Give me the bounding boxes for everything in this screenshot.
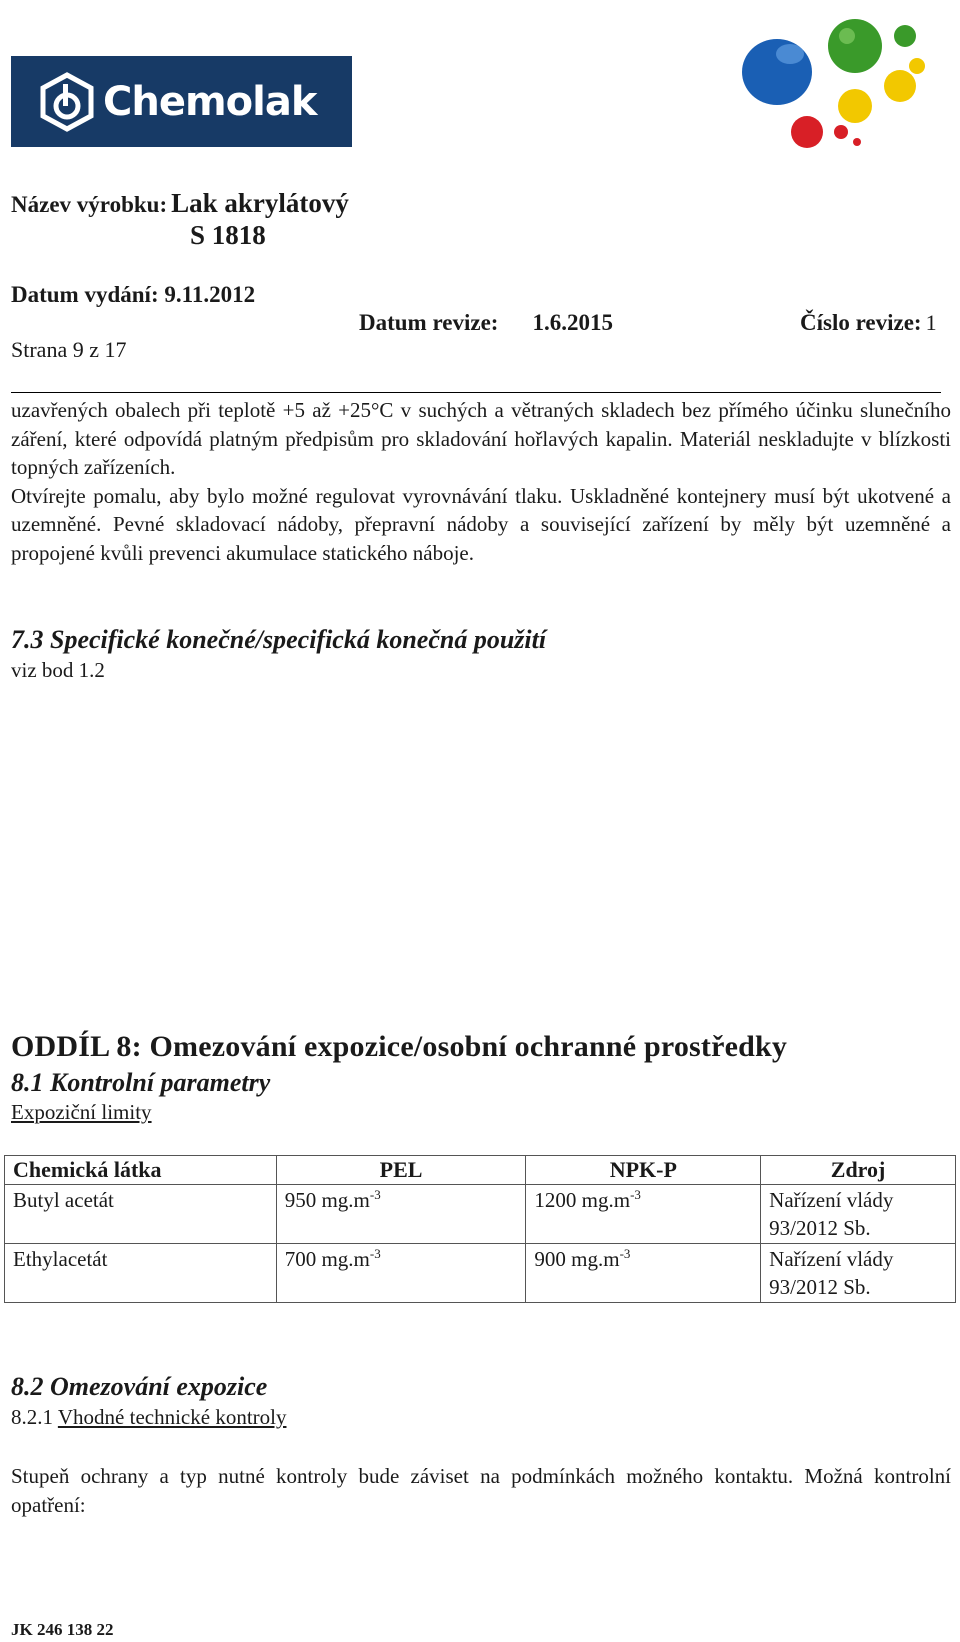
table-row — [5, 1185, 956, 1244]
npk-exponent: -3 — [630, 1187, 641, 1202]
exposure-limits-label: Expoziční limity — [11, 1100, 152, 1124]
revision-number-label: Číslo revize: — [800, 310, 922, 335]
pel-cell — [276, 1185, 526, 1244]
pel-exponent: -3 — [369, 1246, 381, 1261]
revision-date-label: Datum revize: — [359, 310, 499, 335]
section-8-2-1-text: Stupeň ochrany a typ nutné kontroly bude záviset na podmínkách možného kontaktu. Možná kontrolní opatření: — [11, 1464, 951, 1517]
company-logo — [11, 56, 352, 147]
npk-value: 900 mg.m — [534, 1247, 620, 1271]
pel-value: 950 mg.m — [284, 1188, 370, 1212]
paragraph: uzavřených obalech při teplotě +5 až +25°C v suchých a větraných skladech bez přímého účinku slunečního záření, které odpovídá platným předpisům pro skladování hořlavých kapalin. Materiál neskladujte v blízkosti topných zařízeních. — [11, 398, 951, 479]
product-name: Lak akrylátový — [171, 188, 349, 218]
product-name-line — [11, 188, 349, 219]
storage-text — [11, 396, 951, 567]
section-8-title: ODDÍL 8: Omezování expozice/osobní ochranné prostředky — [11, 1030, 788, 1063]
revision-number-value: 1 — [925, 310, 937, 335]
issue-date: Datum vydání: 9.11.2012 — [11, 282, 256, 307]
header-divider — [11, 392, 941, 393]
table-row — [5, 1244, 956, 1303]
npk-cell — [526, 1185, 761, 1244]
pel-cell — [276, 1244, 526, 1303]
pel-value: 700 mg.m — [284, 1247, 370, 1271]
revision-number — [800, 310, 937, 336]
npk-cell — [526, 1244, 761, 1303]
section-8-1-title: 8.1 Kontrolní parametry — [11, 1068, 271, 1097]
footer-code: JK 246 138 22 — [11, 1620, 114, 1639]
section-7-3-title: 7.3 Specifické konečné/specifická konečná použití — [11, 625, 547, 654]
section-8-2-1-title: Vhodné technické kontroly — [57, 1405, 287, 1429]
revision-date — [359, 310, 613, 336]
pel-exponent: -3 — [369, 1187, 381, 1202]
product-label: Název výrobku: — [11, 192, 168, 217]
column-header: PEL — [276, 1156, 526, 1185]
npk-value: 1200 mg.m — [534, 1188, 631, 1212]
page-number: Strana 9 z 17 — [11, 337, 127, 362]
product-code: S 1818 — [190, 220, 266, 250]
source-cell: Nařízení vlády 93/2012 Sb. — [761, 1185, 956, 1244]
revision-date-value: 1.6.2015 — [532, 310, 613, 335]
paragraph: Otvírejte pomalu, aby bylo možné regulovat vyrovnávání tlaku. Uskladněné kontejnery musí být ukotvené a uzemněné. Pevné skladovací nádoby, přepravní nádoby a související zařízení by měly být uzemněné a propojené kvůli prevenci akumulace statického náboje. — [11, 483, 951, 565]
substance-cell: Butyl acetát — [5, 1185, 277, 1244]
column-header: Zdroj — [761, 1156, 956, 1185]
substance-cell: Ethylacetát — [5, 1244, 277, 1303]
column-header: NPK-P — [526, 1156, 761, 1185]
color-drops-icon — [735, 8, 930, 158]
npk-exponent: -3 — [619, 1246, 631, 1261]
section-8-2-1-number: 8.2.1 — [11, 1405, 53, 1429]
brand-name: Chemolak — [103, 78, 317, 125]
table-header-row — [5, 1156, 956, 1185]
source-cell: Nařízení vlády 93/2012 Sb. — [761, 1244, 956, 1303]
column-header: Chemická látka — [5, 1156, 277, 1185]
exposure-limits-table — [4, 1155, 956, 1303]
hexagon-logo-icon — [39, 72, 95, 132]
section-8-2-1-heading — [11, 1405, 286, 1430]
section-7-3-text: viz bod 1.2 — [11, 658, 105, 682]
section-8-2-title: 8.2 Omezování expozice — [11, 1372, 268, 1401]
